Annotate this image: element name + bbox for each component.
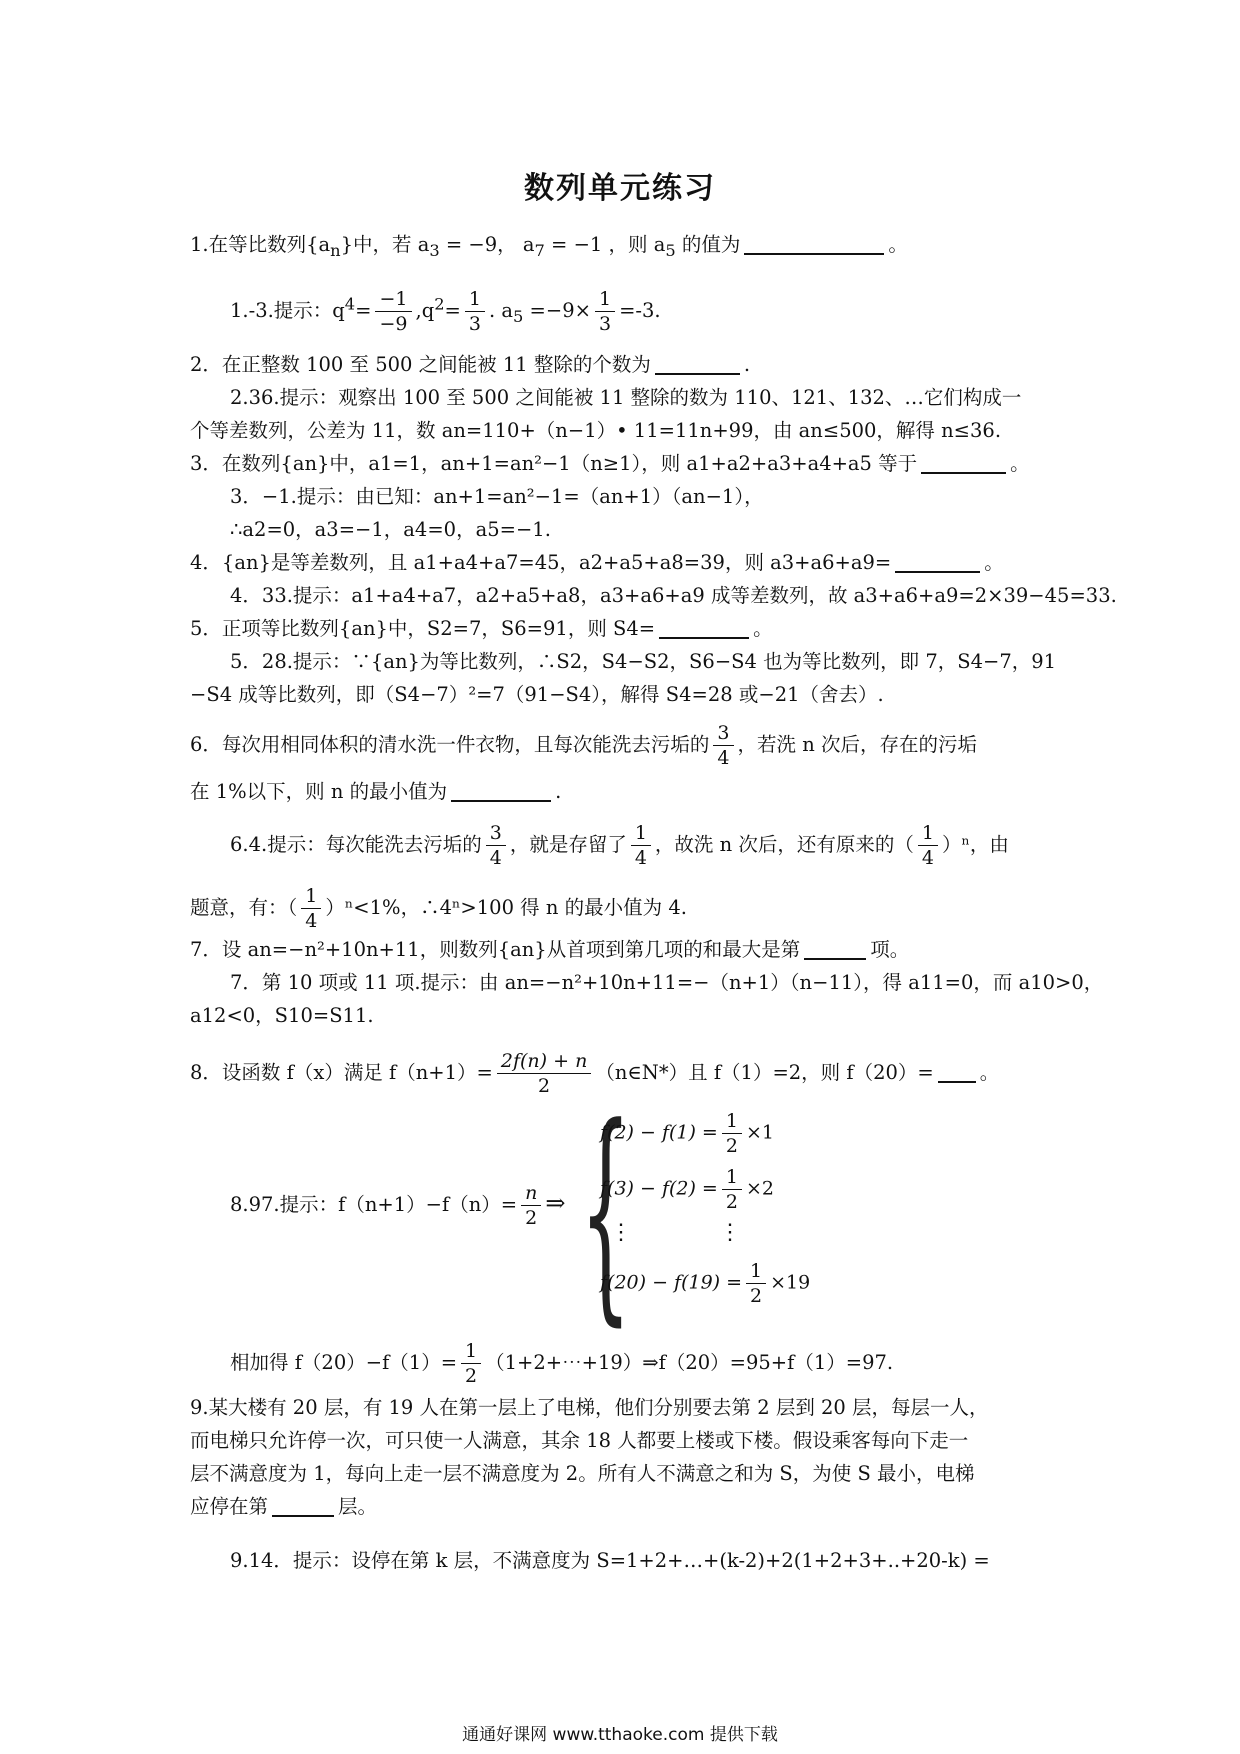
fraction: $\frac{1}{4}$: [301, 885, 321, 932]
q3-text: 3．在数列{an}中，a1=1，an+1=an²−1（n≥1），则 a1+a2+a3+a4+a5 等于: [190, 452, 918, 475]
question-6-line-2: [190, 779, 561, 805]
hint-1-text: ,q: [415, 299, 435, 322]
fraction: $\frac{1}{3}$: [595, 288, 615, 335]
q1-text: 。: [888, 233, 908, 256]
question-9-line-1: 9.某大楼有 20 层，有 19 人在第一层上了电梯，他们分别要去第 2 层到 20 层，每层一人，: [190, 1396, 989, 1419]
hint-6-text: 题意，有：（: [190, 896, 298, 919]
hint-3-line-2: ∴a2=0，a3=−1，a4=0，a5=−1.: [230, 518, 551, 541]
q6-text: 6．每次用相同体积的清水洗一件衣物，且每次能洗去污垢的: [190, 733, 710, 756]
fraction: $\frac{1}{3}$: [465, 288, 485, 335]
q1-text: = −9， a: [439, 233, 535, 256]
hint-8-line-1: [230, 1182, 565, 1229]
hint-3-line-1: 3．−1.提示：由已知：an+1=an²−1=（an+1）（an−1），: [230, 485, 764, 508]
fraction: $\frac{1}{4}$: [918, 822, 938, 869]
question-1: 1.在等比数列$\{a_n\}$中，若 $a_3 = -9$， $a_7 = -1$ ，则 $a_5$ 的值为 。: [190, 233, 908, 260]
implies-arrow: ⇒: [545, 1189, 566, 1217]
fraction: $\frac{2f(n) + n}{2}$: [497, 1050, 591, 1097]
question-3: [190, 451, 1030, 477]
q2-text: .: [743, 353, 751, 376]
q9-text: 层。: [338, 1495, 378, 1518]
q3-text: 。: [1010, 452, 1030, 475]
fraction: $\frac{1}{4}$: [631, 822, 651, 869]
answer-blank: [804, 938, 866, 960]
hint-7-line-1: 7．第 10 项或 11 项.提示：由 an=−n²+10n+11=−（n+1）（n−11），得 a11=0，而 a10>0，: [230, 971, 1104, 994]
q6-text: .: [555, 780, 562, 803]
system-row: f(2) − f(1) = $\frac{1}{2}$ ×1: [600, 1110, 774, 1157]
fraction: $\frac{n}{2}$: [521, 1182, 541, 1229]
hint-8-text: （1+2+⋯+19）⇒f（20）=95+f（1）=97.: [485, 1351, 894, 1374]
q5-text: 5．正项等比数列{an}中，S2=7，S6=91，则 S4=: [190, 617, 656, 640]
system-row: f(3) − f(2) = $\frac{1}{2}$ ×2: [600, 1166, 774, 1213]
question-2: [190, 352, 750, 378]
q4-text: 4．{an}是等差数列，且 a1+a4+a7=45，a2+a5+a8=39，则 a3+a6+a9=: [190, 551, 892, 574]
q6-text: 在 1%以下，则 n 的最小值为: [190, 780, 448, 803]
hint-1-text: =-3.: [619, 299, 661, 322]
answer-blank: [938, 1061, 976, 1083]
hint-8-text: 8.97.提示：f（n+1）−f（n）=: [230, 1193, 518, 1216]
question-9-line-3: 层不满意度为 1，每向上走一层不满意度为 2。所有人不满意之和为 S，为使 S 最小，电梯: [190, 1462, 975, 1485]
answer-blank: [451, 780, 551, 802]
system-ellipsis: ⋮ ⋮: [610, 1220, 781, 1245]
system-brace: {: [580, 1079, 632, 1346]
question-4: [190, 550, 1004, 576]
q7-text: 项。: [870, 938, 910, 961]
q9-text: 应停在第: [190, 1495, 269, 1518]
q4-text: 。: [984, 551, 1004, 574]
hint-1-text: 1.-3.提示：q: [230, 299, 345, 322]
hint-8-sum: [230, 1340, 893, 1387]
q5-text: 。: [753, 617, 773, 640]
q1-text: 1.在等比数列{a: [190, 233, 331, 256]
q8-text: （n∈N*）且 f（1）=2，则 f（20）=: [595, 1061, 934, 1084]
fraction: $\frac{3}{4}$: [486, 822, 506, 869]
q8-text: 。: [979, 1061, 1000, 1084]
q1-text: }中，若 a: [340, 233, 430, 256]
hint-6-line-2: [190, 885, 687, 932]
hint-7-line-2: a12<0，S10=S11.: [190, 1004, 374, 1027]
hint-6-text: ，就是存留了: [509, 833, 627, 856]
hint-1-text: =−9×: [523, 299, 591, 322]
page-title: 数列单元练习: [524, 171, 716, 206]
q8-text: 8．设函数 f（x）满足 f（n+1）=: [190, 1061, 493, 1084]
question-9-line-4: [190, 1494, 377, 1520]
answer-blank: [744, 233, 884, 255]
q2-text: 2．在正整数 100 至 500 之间能被 11 整除的个数为: [190, 353, 651, 376]
answer-blank: [895, 551, 980, 573]
hint-1: 1.-3.提示：$q^4=$ $\frac{-1}{-9}$ $,q^2=$ $\frac{1}{3}$ . $a_5 =-9\times$ $\frac{1}{3}$ =-3.: [230, 288, 661, 335]
q7-text: 7．设 an=−n²+10n+11，则数列{an}从首项到第几项的和最大是第: [190, 938, 801, 961]
question-5: [190, 616, 773, 642]
q1-text: = −1 ，则 a: [544, 233, 666, 256]
hint-5-line-2: −S4 成等比数列，即（S4−7）²=7（91−S4），解得 S4=28 或−21（舍去）.: [190, 683, 884, 706]
hint-5-line-1: 5．28.提示：∵{an}为等比数列，∴S2，S4−S2，S6−S4 也为等比数列，即 7，S4−7，91: [230, 650, 1057, 673]
fraction: $\frac{-1}{-9}$: [375, 288, 411, 335]
hint-4-line-1: 4．33.提示：a1+a4+a7，a2+a5+a8，a3+a6+a9 成等差数列，故 a3+a6+a9=2×39−45=33.: [230, 584, 1117, 607]
hint-9: 9.14．提示：设停在第 k 层，不满意度为 S=1+2+…+(k-2)+2(1+2+3+..+20-k) =: [230, 1549, 990, 1572]
answer-blank: [659, 617, 749, 639]
fraction: $\frac{3}{4}$: [713, 722, 733, 769]
q6-text: ，若洗 n 次后，存在的污垢: [737, 733, 977, 756]
hint-6-text: ，故洗 n 次后，还有原来的（: [654, 833, 914, 856]
question-6-line-1: [190, 722, 977, 769]
footer: 通通好课网 www.tthaoke.com 提供下载: [462, 1725, 778, 1745]
hint-8-text: 相加得 f（20）−f（1）=: [230, 1351, 458, 1374]
answer-blank: [272, 1495, 334, 1517]
answer-blank: [655, 353, 740, 375]
fraction: $\frac{1}{2}$: [461, 1340, 481, 1387]
q1-text: 的值为: [675, 233, 741, 256]
hint-6-text: 6.4.提示：每次能洗去污垢的: [230, 833, 482, 856]
hint-2-line-2: 个等差数列，公差为 11，数 an=110+（n−1）• 11=11n+99，由 an≤500，解得 n≤36.: [190, 419, 1002, 442]
hint-6-text: ）ⁿ，由: [941, 833, 1009, 856]
question-7: [190, 937, 909, 963]
question-9-line-2: 而电梯只允许停一次，可只使一人满意，其余 18 人都要上楼或下楼。假设乘客每向下走一: [190, 1429, 969, 1452]
answer-blank: [921, 452, 1006, 474]
hint-2-line-1: 2.36.提示：观察出 100 至 500 之间能被 11 整除的数为 110、121、132、…它们构成一: [230, 386, 1022, 409]
system-row: f(20) − f(19) = $\frac{1}{2}$ ×19: [600, 1260, 811, 1307]
hint-6-line-1: [230, 822, 1009, 869]
hint-6-text: ）ⁿ<1%，∴4ⁿ>100 得 n 的最小值为 4.: [325, 896, 687, 919]
hint-1-text: . a: [488, 299, 513, 322]
